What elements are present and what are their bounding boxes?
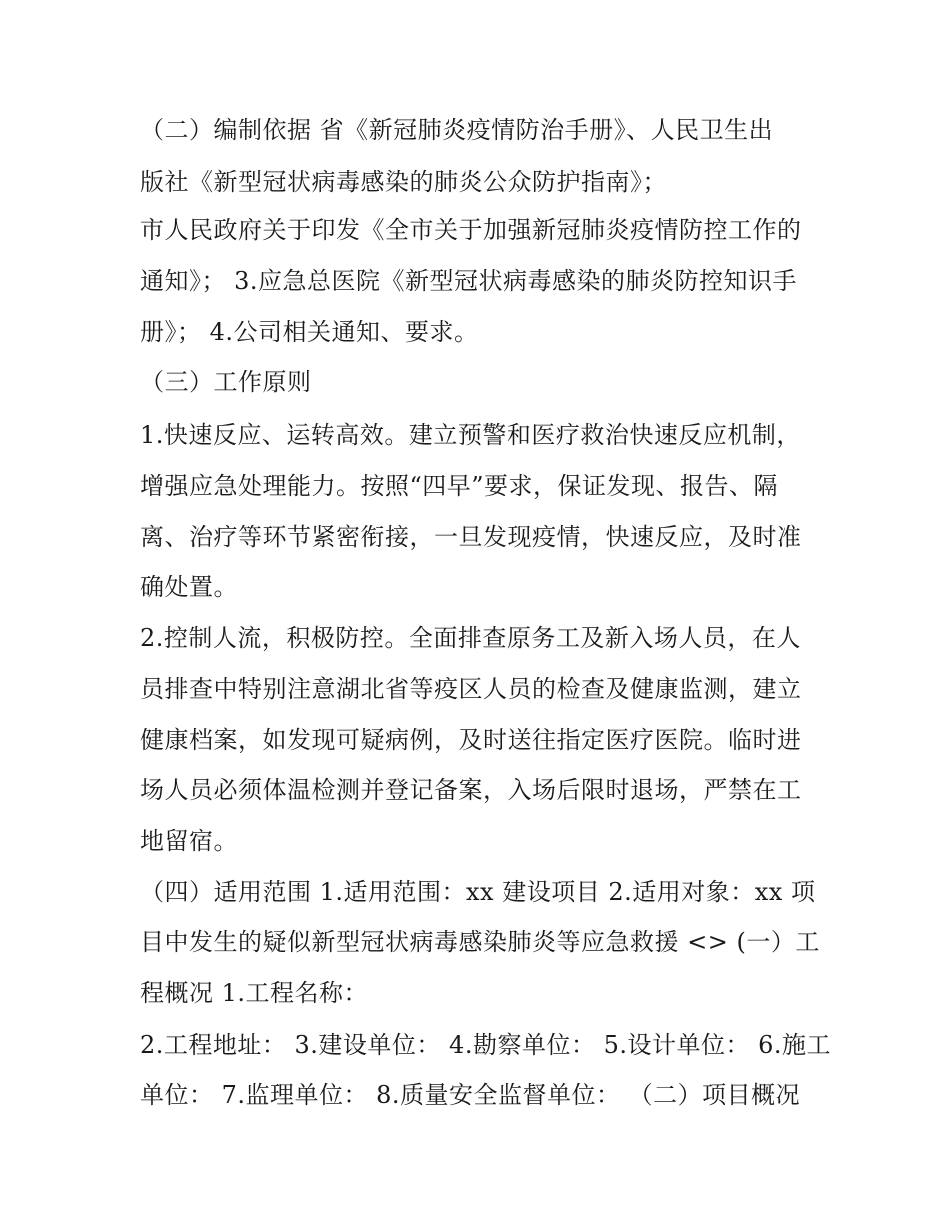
text-line: 增强应急处理能力。按照“四早”要求，保证发现、报告、隔 <box>140 472 779 500</box>
text-line: 地留宿。 <box>140 827 238 855</box>
text-line: 程概况 1.工程名称： <box>140 979 369 1007</box>
section-heading: （三）工作原则 <box>140 368 312 396</box>
text-line: 版社《新型冠状病毒感染的肺炎公众防护指南》； <box>140 168 667 196</box>
text-line: 场人员必须体温检测并登记备案，入场后限时退场，严禁在工 <box>140 776 802 804</box>
text-line: 员排查中特别注意湖北省等疫区人员的检查及健康监测，建立 <box>140 675 802 703</box>
text-line: 2.工程地址： 3.建设单位： 4.勘察单位： 5.设计单位： 6.施工 <box>140 1031 832 1059</box>
text-line: （二）编制依据 省《新冠肺炎疫情防治手册》、人民卫生出 <box>140 116 774 144</box>
text-line: 目中发生的疑似新型冠状病毒感染肺炎等应急救援 <> (一）工 <box>140 928 820 956</box>
text-line: 通知》； 3.应急总医院《新型冠状病毒感染的肺炎防控知识手 <box>140 267 798 295</box>
text-line: （四）适用范围 1.适用范围：xx 建设项目 2.适用对象：xx 项 <box>140 878 816 906</box>
text-line: 2.控制人流，积极防控。全面排查原务工及新入场人员，在人 <box>140 624 801 652</box>
text-line: 健康档案，如发现可疑病例，及时送往指定医疗医院。临时进 <box>140 726 802 754</box>
text-line: 市人民政府关于印发《全市关于加强新冠肺炎疫情防控工作的 <box>140 216 802 244</box>
text-line: 1.快速反应、运转高效。建立预警和医疗救治快速反应机制， <box>140 421 801 449</box>
text-line: 确处置。 <box>140 573 238 601</box>
text-line: 离、治疗等环节紧密衔接，一旦发现疫情，快速反应，及时准 <box>140 523 802 551</box>
text-line: 单位： 7.监理单位： 8.质量安全监督单位： （二）项目概况 <box>140 1081 801 1109</box>
text-line: 册》； 4.公司相关通知、要求。 <box>140 318 479 346</box>
